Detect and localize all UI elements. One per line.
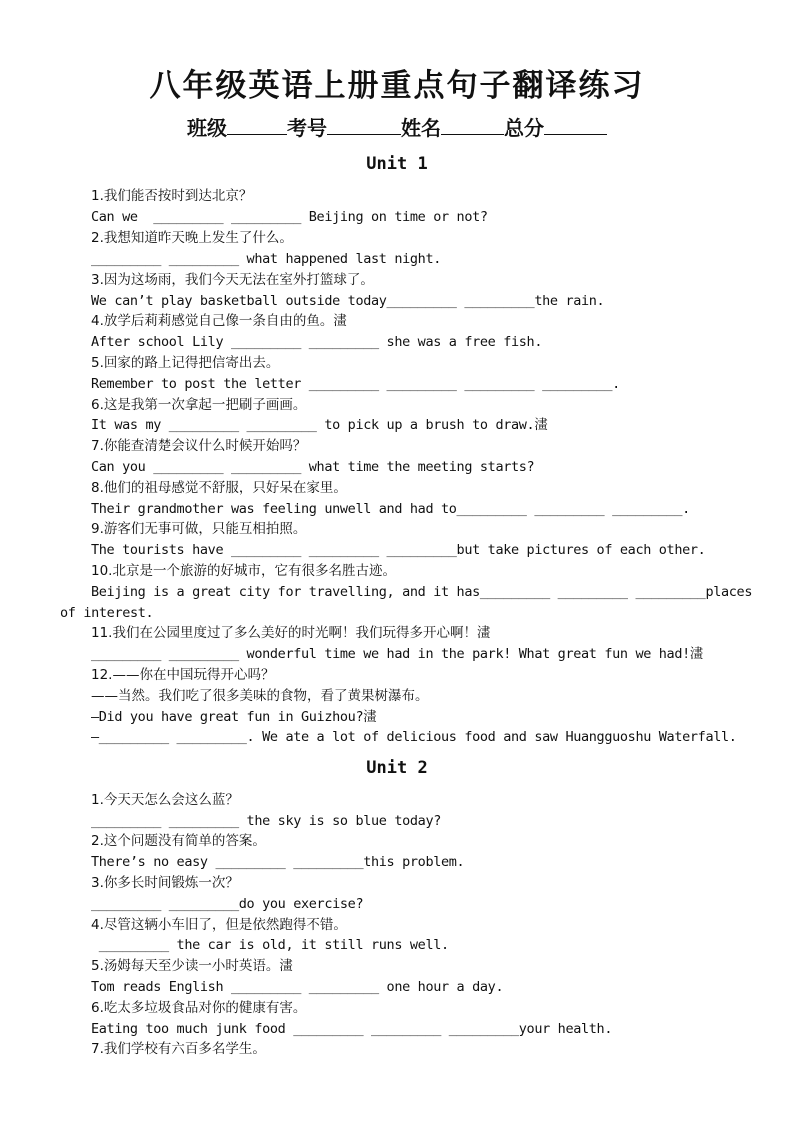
unit1-q10-english-cont: of interest. — [60, 605, 154, 621]
exam-no-label: 考号 — [287, 116, 327, 140]
unit2-q2-chinese: 2.这个问题没有简单的答案。 — [91, 833, 266, 849]
unit1-q1-chinese: 1.我们能否按时到达北京？ — [91, 188, 253, 204]
unit1-q8-chinese: 8.他们的祖母感觉不舒服，只好呆在家里。 — [91, 480, 347, 496]
unit1-q7-english: Can you _________ _________ what time the meeting starts? — [91, 459, 535, 475]
name-blank[interactable] — [441, 116, 504, 135]
unit1-q9-english: The tourists have _________ _________ _________but take pictures of each other. — [91, 542, 706, 558]
unit1-q11-english: _________ _________ wonderful time we had in the park! What great fun we had!澅 — [91, 646, 704, 662]
unit2-q4-english: _________ the car is old, it still runs well. — [91, 937, 449, 953]
unit-1-heading: Unit 1 — [366, 154, 428, 174]
unit1-q5-english: Remember to post the letter _________ _________ _________ _________. — [91, 376, 620, 392]
unit1-q11-chinese: 11.我们在公园里度过了多么美好的时光啊！我们玩得多开心啊！澅 — [91, 625, 491, 641]
unit1-q10-english: Beijing is a great city for travelling, and it has_________ _________ _________places — [91, 584, 753, 600]
unit2-q6-english: Eating too much junk food _________ _________ _________your health. — [91, 1021, 613, 1037]
student-info-row — [0, 112, 794, 141]
unit2-q5-english: Tom reads English _________ _________ one hour a day. — [91, 979, 504, 995]
unit1-q12-english-a: —Did you have great fun in Guizhou?澅 — [91, 709, 377, 725]
page-title: 八年级英语上册重点句子翻译练习 — [149, 68, 645, 104]
unit2-q7-chinese: 7.我们学校有六百多名学生。 — [91, 1041, 266, 1057]
unit1-q12-chinese-a: 12.——你在中国玩得开心吗？ — [91, 667, 275, 683]
class-label: 班级 — [187, 116, 227, 140]
unit1-q6-english: It was my _________ _________ to pick up a brush to draw.澅 — [91, 417, 548, 433]
score-blank[interactable] — [544, 116, 607, 135]
unit1-q4-english: After school Lily _________ _________ she was a free fish. — [91, 334, 543, 350]
unit1-q6-chinese: 6.这是我第一次拿起一把刷子画画。 — [91, 397, 307, 413]
unit1-q1-english: Can we _________ _________ Beijing on time or not? — [91, 209, 488, 225]
unit2-q4-chinese: 4.尽管这辆小车旧了，但是依然跑得不错。 — [91, 917, 347, 933]
unit1-q12-chinese-b: ——当然。我们吃了很多美味的食物，看了黄果树瀑布。 — [91, 688, 429, 704]
unit1-q3-english: We can’t play basketball outside today_________ _________the rain. — [91, 293, 605, 309]
name-label: 姓名 — [401, 116, 441, 140]
unit1-q2-chinese: 2.我想知道昨天晚上发生了什么。 — [91, 230, 293, 246]
unit2-q2-english: There’s no easy _________ _________this problem. — [91, 854, 465, 870]
unit1-q4-chinese: 4.放学后莉莉感觉自己像一条自由的鱼。澅 — [91, 313, 347, 329]
exam-no-blank[interactable] — [327, 116, 401, 135]
unit1-q8-english: Their grandmother was feeling unwell and had to_________ _________ _________. — [91, 501, 690, 517]
score-label: 总分 — [504, 116, 544, 140]
class-blank[interactable] — [227, 116, 287, 135]
unit2-q1-chinese: 1.今天天怎么会这么蓝？ — [91, 792, 239, 808]
unit1-q10-chinese: 10.北京是一个旅游的好城市，它有很多名胜古迹。 — [91, 563, 396, 579]
unit2-q6-chinese: 6.吃太多垃圾食品对你的健康有害。 — [91, 1000, 307, 1016]
unit2-q5-chinese: 5.汤姆每天至少读一小时英语。澅 — [91, 958, 293, 974]
unit1-q12-english-b: —_________ _________. We ate a lot of delicious food and saw Huangguoshu Waterfall. — [91, 729, 737, 745]
unit2-q3-english: _________ _________do you exercise? — [91, 896, 364, 912]
unit2-q1-english: _________ _________ the sky is so blue today? — [91, 813, 441, 829]
unit1-q9-chinese: 9.游客们无事可做，只能互相拍照。 — [91, 521, 307, 537]
unit2-q3-chinese: 3.你多长时间锻炼一次？ — [91, 875, 239, 891]
unit-2-heading: Unit 2 — [366, 758, 428, 778]
unit1-q5-chinese: 5.回家的路上记得把信寄出去。 — [91, 355, 280, 371]
unit1-q7-chinese: 7.你能查清楚会议什么时候开始吗？ — [91, 438, 307, 454]
unit1-q3-chinese: 3.因为这场雨，我们今天无法在室外打篮球了。 — [91, 272, 374, 288]
unit1-q2-english: _________ _________ what happened last night. — [91, 251, 441, 267]
